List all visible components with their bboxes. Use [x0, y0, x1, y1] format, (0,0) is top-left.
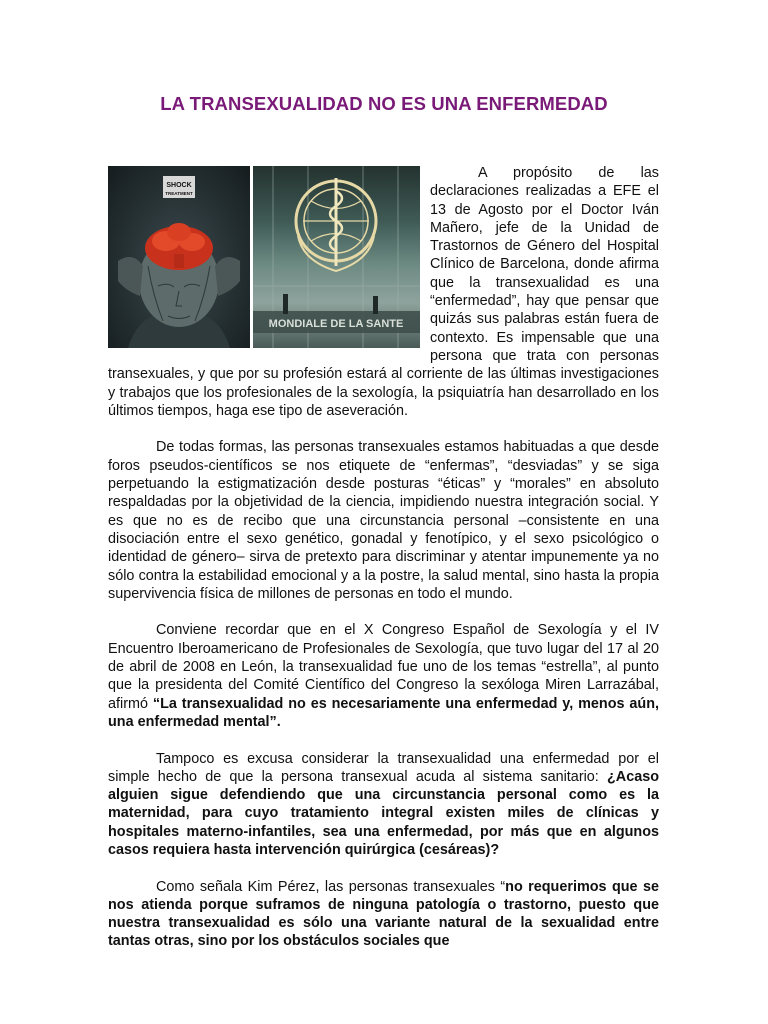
paragraph-1-text: A propósito de las declaraciones realizadas a EFE el 13 de Agosto por el Doctor Iván Mañero, jefe de la Unidad de Trastornos de Género del Hospital Clínico de Barcelona, donde afirma que la transexualidad es una “enfermedad”, hay que pensar que quizás sus palabras están fuera de contexto. Es impensable que una persona que trata con personas transexuales, y que por su profesión estará al corriente de las últimas investigaciones y trabajos que los profesionales de la sexología, la psiquiatría han desarrollado en los últimos tiempos, haga ese tipo de aseveración. — [108, 165, 659, 419]
poster-title-text: SHOCK — [166, 182, 192, 189]
document-title: LA TRANSEXUALIDAD NO ES UNA ENFERMEDAD — [160, 93, 608, 114]
paragraph-5-text: Como señala Kim Pérez, las personas transexuales “ — [156, 878, 506, 895]
paragraph-4 — [108, 750, 659, 860]
who-sign-text: MONDIALE DE LA SANTE — [268, 318, 404, 330]
paragraph-4-question: ¿Acaso alguien sigue defendiendo que una circunstancia personal como es la maternidad, para cuyo tratamiento integral existen miles de clínicas y hospitales materno-infantiles, sea una enfermedad, por más que en algunos casos requiera hasta intervención quirúrgica (cesáreas)? — [108, 768, 659, 858]
paragraph-3-text: Conviene recordar que en el X Congreso Español de Sexología y el IV Encuentro Iberoamericano de Profesionales de Sexología, que tuvo lugar del 17 al 20 de abril de 2008 en León, la transexualidad fue uno de los temas “estrella”, al punto que la presidenta del Comité Científico del Congreso la sexóloga Miren Larrazábal, afirmó — [108, 622, 659, 712]
paragraph-2: De todas formas, las personas transexuales estamos habituadas a que desde foros pseudos-científicos se nos etiquete de “enfermas”, “desviadas” y se siga perpetuando la estigmatización desde posturas “éticas” y “morales” en absoluto respaldadas por la objetividad de la ciencia, impidiendo nuestra integración social. Y es que no es de recibo que una circunstancia personal –consistente en una disociación entre el sexo genético, gonadal y fenotípico, y el sexo psicológico o identidad de género– sirva de pretexto para discriminar y atentar impunemente ya no sólo contra la estabilidad emocional y a la postre, la salud mental, sino hasta la propia supervivencia física de millones de personas en todo el mundo. — [108, 439, 659, 602]
image-float-space — [108, 164, 430, 350]
paragraph-3 — [108, 621, 659, 731]
paragraph-4-text: Tampoco es excusa considerar la transexualidad una enfermedad por el simple hecho de que la persona transexual acuda al sistema sanitario: — [108, 750, 659, 785]
svg-text:TREATMENT: TREATMENT — [165, 191, 193, 196]
paragraph-5 — [108, 878, 659, 951]
paragraph-5-quote: no requerimos que se nos atienda porque suframos de ninguna patología o trastorno, puesto que nuestra transexualidad es sólo una variante natural de la sexualidad entre tantas otras, sino por los obstáculos sociales que — [108, 878, 659, 950]
article-body — [108, 164, 659, 969]
paragraph-3-quote: “La transexualidad no es necesariamente una enfermedad y, menos aún, una enfermedad mental”. — [108, 695, 659, 730]
paragraph-1 — [108, 164, 659, 420]
